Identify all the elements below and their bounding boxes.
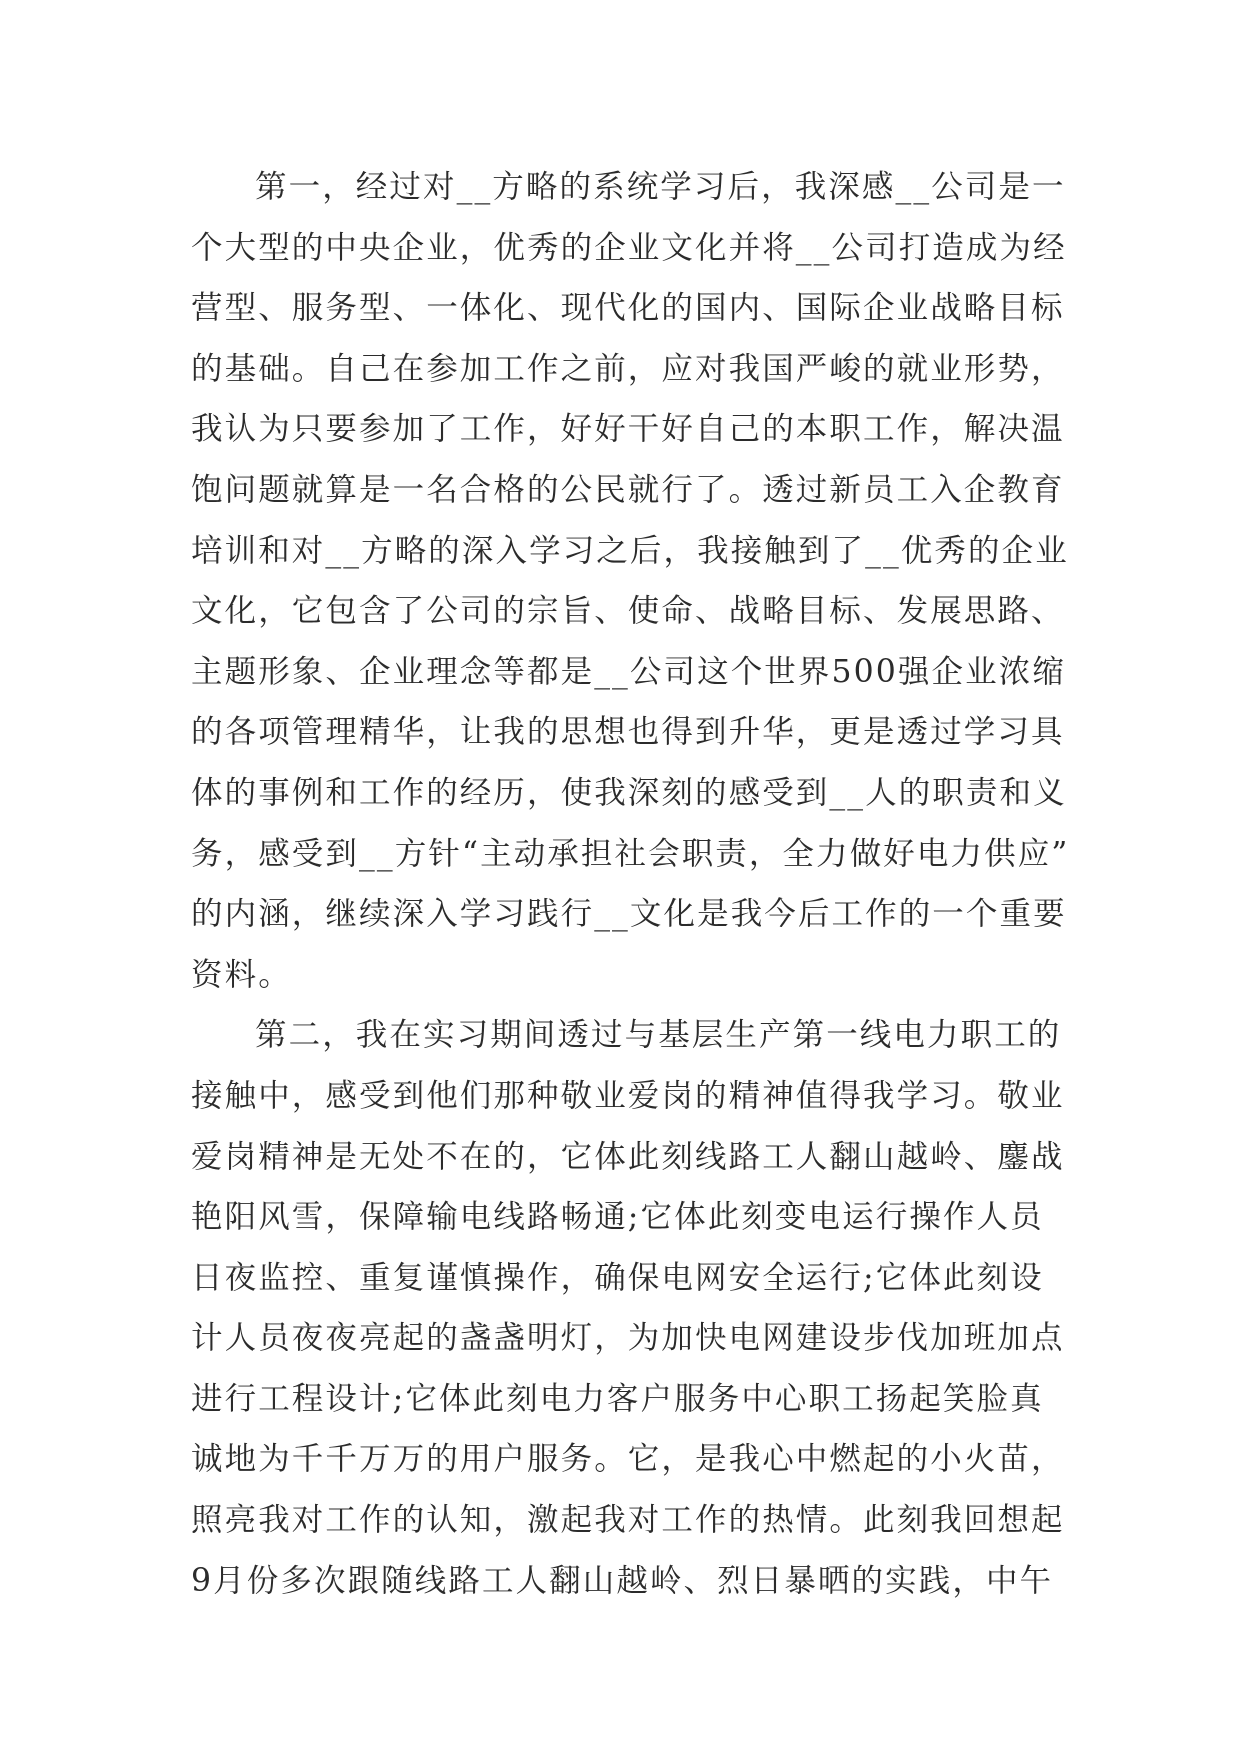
text-line: 我认为只要参加了工作，好好干好自己的本职工作，解决温: [191, 411, 1065, 448]
text-line: 9月份多次跟随线路工人翻山越岭、烈日暴晒的实践，中午: [191, 1562, 1054, 1599]
text-line: 资料。: [191, 956, 292, 993]
text-line: 第二，我在实习期间透过与基层生产第一线电力职工的: [255, 1017, 1062, 1054]
document-body: [191, 157, 1070, 1611]
text-line: 日夜监控、重复谨慎操作，确保电网安全运行;它体此刻设: [191, 1259, 1044, 1296]
text-line: 营型、服务型、一体化、现代化的国内、国际企业战略目标: [191, 290, 1065, 327]
text-line: 体的事例和工作的经历，使我深刻的感受到__人的职责和义: [191, 774, 1067, 811]
text-line: 文化，它包含了公司的宗旨、使命、战略目标、发展思路、: [191, 593, 1065, 630]
text-line: 照亮我对工作的认知，激起我对工作的热情。此刻我回想起: [191, 1502, 1065, 1539]
text-line: 培训和对__方略的深入学习之后，我接触到了__优秀的企业: [191, 532, 1069, 569]
text-line: 饱问题就算是一名合格的公民就行了。透过新员工入企教育: [191, 471, 1065, 508]
text-line: 接触中，感受到他们那种敬业爱岗的精神值得我学习。敬业: [191, 1077, 1065, 1114]
text-line: 的内涵，继续深入学习践行__文化是我今后工作的一个重要: [191, 896, 1067, 933]
text-line: 主题形象、企业理念等都是__公司这个世界500强企业浓缩: [191, 653, 1066, 690]
text-line: 爱岗精神是无处不在的，它体此刻线路工人翻山越岭、鏖战: [191, 1138, 1065, 1175]
text-line: 进行工程设计;它体此刻电力客户服务中心职工扬起笑脸真: [191, 1380, 1044, 1417]
text-line: 诚地为千千万万的用户服务。它，是我心中燃起的小火苗，: [191, 1441, 1065, 1478]
text-line: 务，感受到__方针“主动承担社会职责，全力做好电力供应”: [191, 835, 1070, 872]
text-line: 的各项管理精华，让我的思想也得到升华，更是透过学习具: [191, 714, 1065, 751]
text-line: 个大型的中央企业，优秀的企业文化并将__公司打造成为经: [191, 229, 1067, 266]
text-line: 的基础。自己在参加工作之前，应对我国严峻的就业形势，: [191, 350, 1065, 387]
paragraph-1: [191, 157, 1070, 1005]
text-line: 计人员夜夜亮起的盏盏明灯，为加快电网建设步伐加班加点: [191, 1320, 1065, 1357]
paragraph-2: [191, 1005, 1065, 1611]
text-line: 第一，经过对__方略的系统学习后，我深感__公司是一: [255, 169, 1066, 205]
text-line: 艳阳风雪，保障输电线路畅通;它体此刻变电运行操作人员: [191, 1199, 1044, 1236]
